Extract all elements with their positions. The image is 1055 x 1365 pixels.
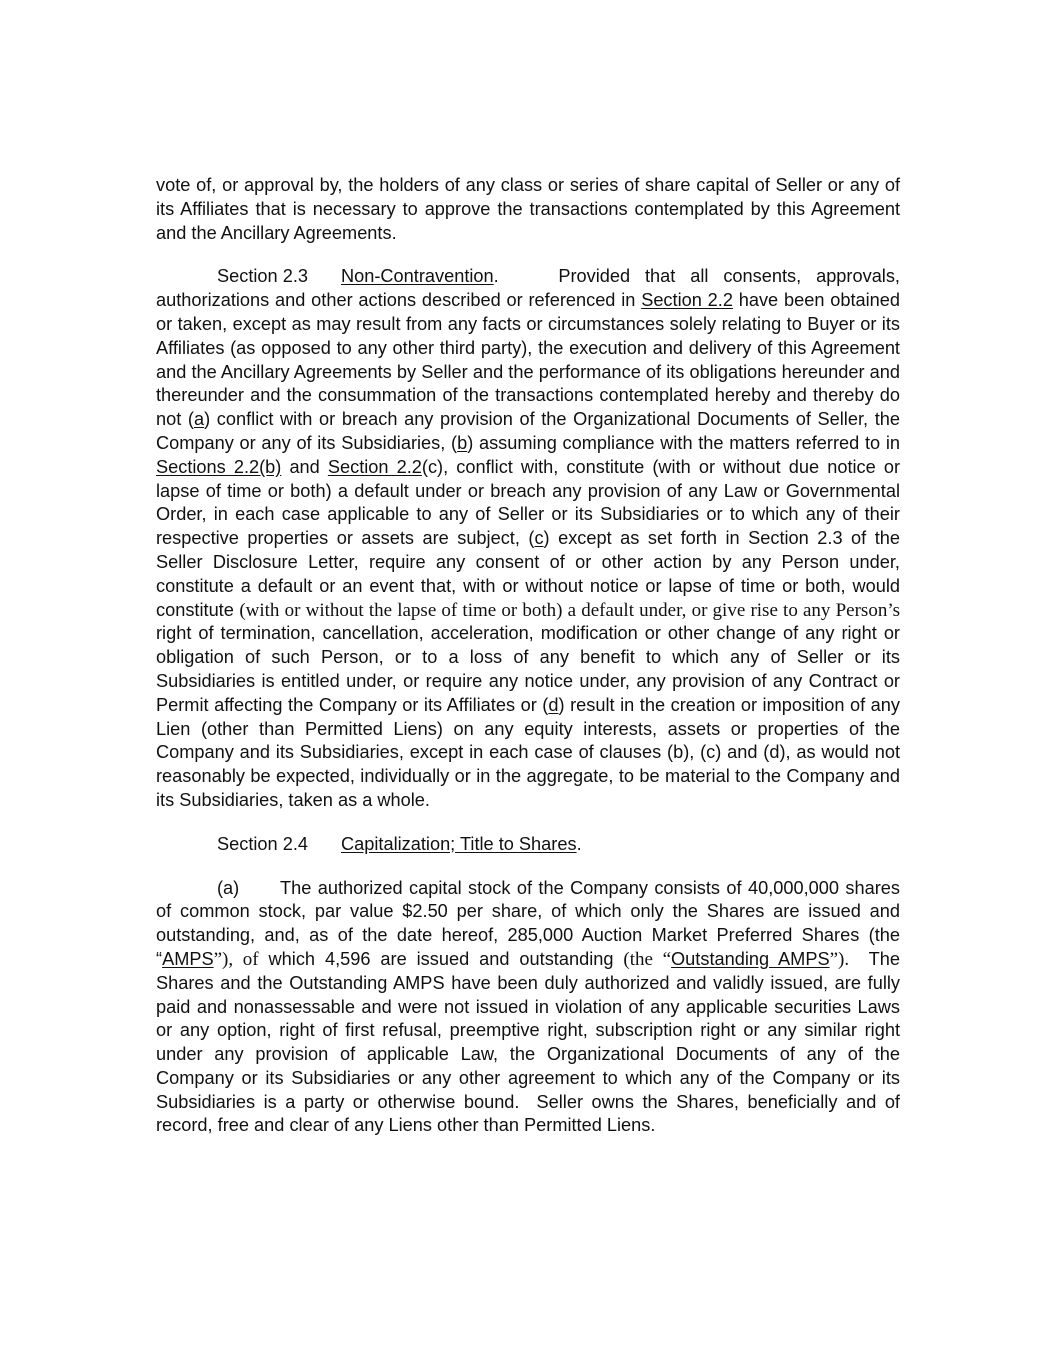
clause-d-marker: d [548,694,559,715]
clause-c-marker: c [534,528,544,549]
section-2-3-number: Section 2.3 [217,266,308,287]
section-2-3-text: Provided that all consents, approvals, authorizations and other actions described or referenced in [156,266,900,311]
amps-defined-term: AMPS [162,948,214,969]
section-2-4-number: Section 2.4 [217,833,308,854]
section-2-3-text: (c), conflict with, constitute (with or without due notice or lapse of time or both) a default under or breach any provision of any Law or Governmental Order, in each case applicable to any of Seller or its Subsidiaries or to which any of their respective properties or assets are subject, ( [156,456,900,549]
outstanding-amps-defined-term: Outstanding AMPS [671,948,830,969]
section-2-3-text: ) conflict with or breach any provision of the Organizational Documents of Seller, the Company or any of its Subsidiaries, ( [156,409,900,453]
subsection-a-text: The Shares and the Outstanding AMPS have been duly authorized and validly issued, are fully paid and nonassessable and were not issued in violation of any applicable securities Laws or any option, right of first refusal, preemptive right, subscription right or any similar right under any provision of applicable Law, the Organizational Documents of any of the Company or its Subsidiaries or any other agreement to which any of the Company or its Subsidiaries is a party or otherwise bound. Seller owns the Shares, beneficially and of record, free and clear of any Liens other than Permitted Liens. [156,948,906,1136]
section-2-4-heading: Capitalization; Title to Shares [341,833,577,854]
continuation-text: vote of, or approval by, the holders of any class or series of share capital of Seller or any of its Affiliates that is necessary to approve the transactions contemplated by this Agreement and the Ancillary Agreements. [156,175,900,243]
subsection-a-serif-text: ”), of [213,948,259,970]
paragraph-gap [156,813,900,833]
subsection-a-serif-text: (the “ [623,948,672,970]
paragraph-gap [156,245,900,265]
section-2-2-reference-link[interactable]: Section 2.2 [641,290,733,311]
section-2-4-heading-period: . [576,833,582,854]
sections-2-2b-reference-link[interactable]: Sections 2.2(b) [156,456,282,477]
section-2-3-serif-text: (with or without the lapse of time or both) a default under, or give rise to any Person’s [239,599,900,621]
subsection-a-paragraph [156,877,906,1139]
paragraph-gap [156,857,900,877]
section-2-3-text: right of termination, cancellation, acceleration, modification or other change of any right or obligation of such Person, or to a loss of any benefit to which any of Seller or its Subsidiaries is entitled under, or require any notice under, any provision of any Contract or Permit affecting the Company or its Affiliates or ( [156,623,900,715]
clause-a-marker: a [193,409,205,430]
section-2-3-text: ) result in the creation or imposition of any Lien (other than Permitted Liens) on any equity interests, assets or properties of the Company and its Subsidiaries, except in each case of clauses (b), (c) and (d), as would not reasonably be expected, individually or in the aggregate, to be material to the Company and its Subsidiaries, taken as a whole. [156,694,900,810]
section-2-3-paragraph [156,265,900,812]
section-2-2c-reference-link[interactable]: Section 2.2 [327,456,422,477]
section-2-3-text: ) except as set forth in Section 2.3 of the Seller Disclosure Letter, require any consent of or other action by any Person under, constitute a default or an event that, with or without notice or lapse of time or both, would constitute [156,528,900,620]
section-2-3-text: and [281,456,328,477]
section-2-3-text: have been obtained or taken, except as may result from any facts or circumstances solely relating to Buyer or its Affiliates (as opposed to any other third party), the execution and delivery of this Agreement and the Ancillary Agreements by Seller and the performance of its obligations hereunder and thereunder and the consummation of the transactions contemplated hereby and thereby do not ( [156,290,901,430]
section-2-3-text: ) assuming compliance with the matters referred to in [467,432,900,453]
subsection-a-text: The authorized capital stock of the Company consists of 40,000,000 shares of common stock, par value $2.50 per share, of which only the Shares are issued and outstanding, and, as of the date hereof, 285,000 Auction Market Preferred Shares (the “ [156,877,900,969]
continuation-paragraph [156,174,900,245]
section-2-3-heading-period: . [493,266,499,287]
document-page [156,174,906,1138]
subsection-a-text: which 4,596 are issued and outstanding [258,948,624,969]
section-2-4-heading-line [156,833,900,857]
section-2-3-heading: Non-Contravention [341,266,494,287]
clause-b-marker: b [457,432,468,453]
subsection-a-label: (a) [217,877,240,898]
subsection-a-serif-text: ”). [829,948,850,970]
